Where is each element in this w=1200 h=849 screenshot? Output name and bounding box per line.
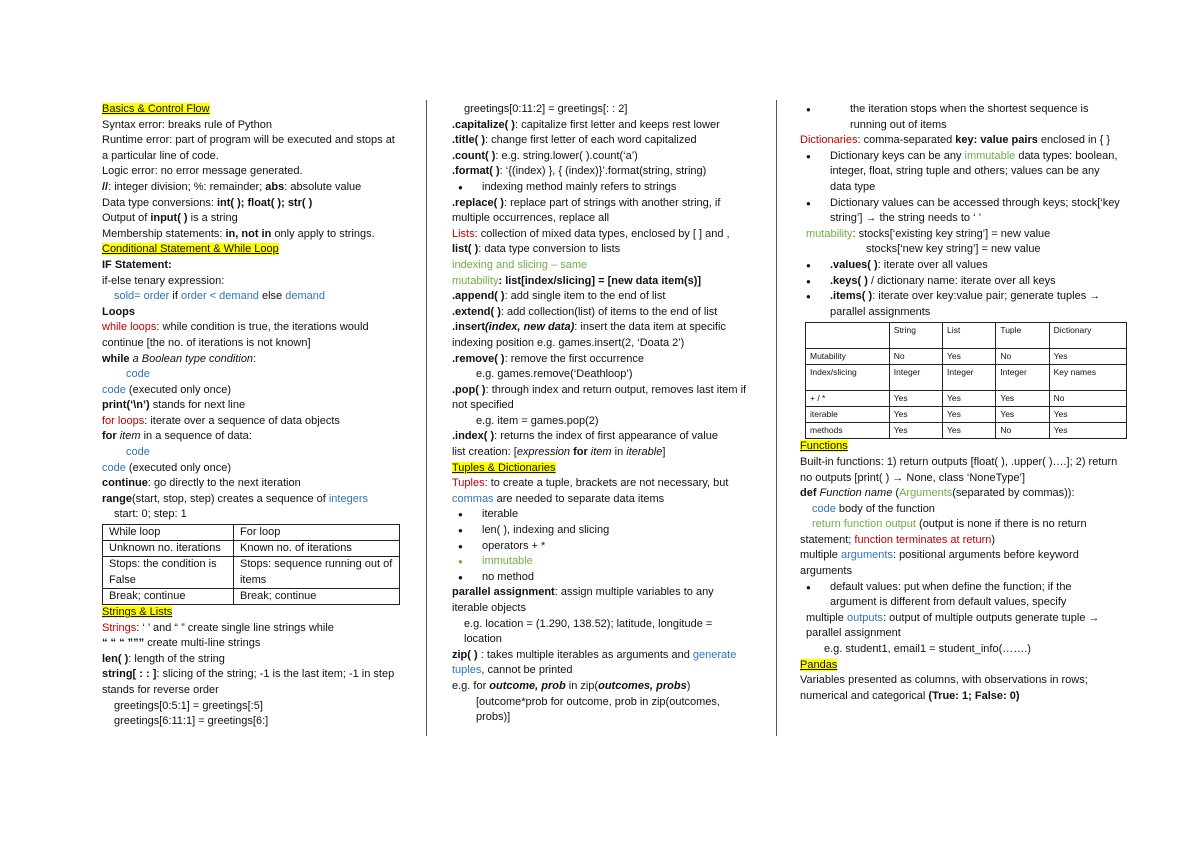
basics-heading: Basics & Control Flow	[102, 103, 210, 115]
strings-heading: Strings & Lists	[102, 606, 173, 619]
greetings-example-3: greetings[0:11:2] = greetings[: : 2]	[464, 103, 628, 115]
list-item: ● iterable	[452, 507, 752, 523]
for-syntax-line: for item in a sequence of data:	[102, 430, 252, 443]
parallel-assignment-line: parallel assignment: assign multiple variables to any iterable objects	[452, 586, 714, 614]
tuples-heading: Tuples & Dictionaries	[452, 461, 556, 474]
multiple-outputs-line: multiple outputs: output of multiple outputs generate tuple → parallel assignment	[806, 611, 1100, 640]
table-row: Index/slicing Integer Integer Integer Key names	[806, 365, 1127, 391]
column-1	[102, 102, 402, 730]
list-creation-line: list creation: [expression for item in iterable]	[452, 446, 666, 459]
list-item: ● .items( ): iterate over key:value pair; generate tuples → parallel assignments	[800, 289, 1120, 320]
builtin-functions-line: Built-in functions: 1) return outputs [float( ), .upper( )….]; 2) return no outputs [print( ) → None, class ‘NoneType’]	[800, 455, 1118, 484]
list-item: ● len( ), indexing and slicing	[452, 523, 752, 539]
continue-line: continue: go directly to the next iteration	[102, 477, 301, 490]
print-line: print(‘\n’) stands for next line	[102, 399, 246, 412]
zip-line: zip( ) : takes multiple iterables as arguments and generate tuples, cannot be printed	[452, 648, 737, 677]
table-row: Break; continue Break; continue	[103, 588, 400, 604]
pandas-heading: Pandas	[800, 658, 838, 671]
zip-comprehension: [outcome*prob for outcome, prob in zip(outcomes, probs)]	[476, 695, 720, 724]
pop-example: e.g. item = games.pop(2)	[476, 414, 599, 427]
tuples-line: Tuples: to create a tuple, brackets are not necessary, but commas are needed to separate data items	[452, 477, 729, 505]
insert-line: .insert(index, new data): insert the data item at specific indexing position e.g. games.insert(2, ‘Doata 2’)	[452, 321, 726, 349]
remove-line: .remove( ): remove the first occurrence	[452, 352, 644, 365]
append-line: .append( ): add single item to the end of list	[452, 290, 666, 303]
code-exec-line-1: code (executed only once)	[102, 383, 232, 396]
dictionaries-line: Dictionaries: comma-separated key: value pairs enclosed in { }	[800, 134, 1111, 147]
greetings-example-2: greetings[6:11:1] = greetings[6:]	[114, 715, 269, 728]
replace-line: .replace( ): replace part of strings with another string, if multiple occurrences, replace all	[452, 196, 721, 225]
lists-line: Lists: collection of mixed data types, enclosed by [ ] and ,	[452, 227, 730, 240]
remove-example: e.g. games.remove(‘Deathloop’)	[476, 368, 633, 381]
multiline-strings-line: “ “ “ ””” create multi-line strings	[102, 637, 261, 650]
zip-example: e.g. for outcome, prob in zip(outcomes, probs)	[452, 679, 691, 692]
greetings-example-1: greetings[0:5:1] = greetings[:5]	[114, 699, 263, 712]
table-row: iterable Yes Yes Yes Yes	[806, 407, 1127, 423]
list-item: ● default values: put when define the function; if the argument is different from default values, specify	[800, 580, 1120, 611]
conversions-line: Data type conversions: int( ); float( ); str( )	[102, 196, 313, 209]
strings-line: Strings: ‘ ’ and “ ” create single line strings while	[102, 621, 334, 634]
len-line: len( ): length of the string	[102, 652, 225, 665]
table-row: Stops: the condition is False Stops: sequence running out of items	[103, 557, 400, 588]
list-fn-line: list( ): data type conversion to lists	[452, 243, 621, 256]
dict-mutability-line: mutability: stocks[‘existing key string’] = new value	[806, 227, 1051, 240]
title-line: .title( ): change first letter of each word capitalized	[452, 134, 697, 147]
list-item: ● Dictionary keys can be any immutable data types: boolean, integer, float, string tuple and others; values can be any data type	[800, 149, 1120, 196]
pop-line: .pop( ): through index and return output, removes last item if not specified	[452, 383, 747, 412]
table-row: Mutability No Yes No Yes	[806, 349, 1127, 365]
multiple-arguments-line: multiple arguments: positional arguments before keyword arguments	[800, 549, 1079, 578]
sold-expression: sold= order if order < demand else demand	[114, 290, 325, 303]
while-loops-line: while loops: while condition is true, the iterations would continue [the no. of iterations is not known]	[102, 321, 369, 349]
list-item: ● no method	[452, 570, 752, 586]
column-2	[452, 102, 752, 726]
column-divider-2	[776, 100, 777, 736]
extend-line: .extend( ): add collection(list) of items to the end of list	[452, 305, 718, 318]
format-line: .format( ): ‘{(index) }, { (index)}’.format(string, string)	[452, 165, 707, 178]
if-statement-label: IF Statement:	[102, 258, 172, 271]
input-line: Output of input( ) is a string	[102, 212, 238, 225]
index-line: .index( ): returns the index of first appearance of value	[452, 430, 718, 443]
code-exec-line-2: code (executed only once)	[102, 461, 232, 474]
code-line-1: code	[126, 368, 150, 381]
function-body-line: code body of the function	[812, 502, 935, 515]
data-type-table	[805, 322, 1127, 439]
capitalize-line: .capitalize( ): capitalize first letter and keeps rest lower	[452, 118, 720, 131]
table-row: Unknown no. iterations Known no. of iterations	[103, 541, 400, 557]
pandas-line: Variables presented as columns, with observations in rows; numerical and categorical (True: 1; False: 0)	[800, 674, 1088, 702]
mutability-line: mutability: list[index/slicing] = [new data item(s)]	[452, 274, 702, 287]
membership-line: Membership statements: in, not in only apply to strings.	[102, 227, 375, 240]
table-row: String List Tuple Dictionary	[806, 323, 1127, 349]
functions-heading: Functions	[800, 440, 848, 453]
table-row: + / * Yes Yes Yes No	[806, 391, 1127, 407]
def-line: def Function name (Arguments(separated by commas)):	[800, 487, 1075, 500]
ifelse-line: if-else tenary expression:	[102, 274, 225, 287]
return-line: return function output (output is none if there is no return statement; function terminates at return)	[800, 518, 1087, 546]
logic-error-line: Logic error: no error message generated.	[102, 165, 303, 178]
loops-label: Loops	[102, 305, 135, 318]
conditional-heading: Conditional Statement & While Loop	[102, 243, 279, 256]
start-step-line: start: 0; step: 1	[114, 508, 187, 521]
list-item: ● the iteration stops when the shortest sequence is running out of items	[800, 102, 1120, 133]
for-loops-line: for loops: iterate over a sequence of data objects	[102, 414, 340, 427]
range-line: range(start, stop, step) creates a sequence of integers	[102, 492, 368, 505]
code-line-2: code	[126, 446, 150, 459]
count-line: .count( ): e.g. string.lower( ).count(‘a’)	[452, 149, 638, 162]
table-row: methods Yes Yes No Yes	[806, 423, 1127, 439]
student-example: e.g. student1, email1 = student_info(…….)	[824, 643, 1031, 656]
list-item: ● .values( ): iterate over all values	[800, 258, 1120, 274]
runtime-error-line: Runtime error: part of program will be executed and stops at a particular line of code.	[102, 134, 395, 162]
list-item: ● operators + *	[452, 539, 752, 555]
indexing-same-line: indexing and slicing – same	[452, 258, 588, 271]
slicing-line: string[ : : ]: slicing of the string; -1 is the last item; -1 in step stands for reverse order	[102, 668, 395, 697]
loop-comparison-table	[102, 524, 400, 605]
list-item: ● indexing method mainly refers to strings	[452, 180, 752, 196]
column-divider-1	[426, 100, 427, 736]
operators-line: //: integer division; %: remainder; abs: absolute value	[102, 180, 362, 193]
list-item: ● .keys( ) / dictionary name: iterate over all keys	[800, 274, 1120, 290]
location-example: e.g. location = (1.290, 138.52); latitude, longitude = location	[464, 617, 713, 646]
syntax-error-line: Syntax error: breaks rule of Python	[102, 118, 272, 131]
table-row: While loop For loop	[103, 525, 400, 541]
dict-mutability-line-2: stocks[‘new key string’] = new value	[866, 243, 1041, 256]
while-syntax-line: while a Boolean type condition:	[102, 352, 257, 365]
list-item: ● immutable	[452, 554, 752, 570]
list-item: ● Dictionary values can be accessed through keys; stock[‘key string’] → the string needs to ‘ ’	[800, 196, 1120, 227]
column-3	[800, 102, 1120, 704]
